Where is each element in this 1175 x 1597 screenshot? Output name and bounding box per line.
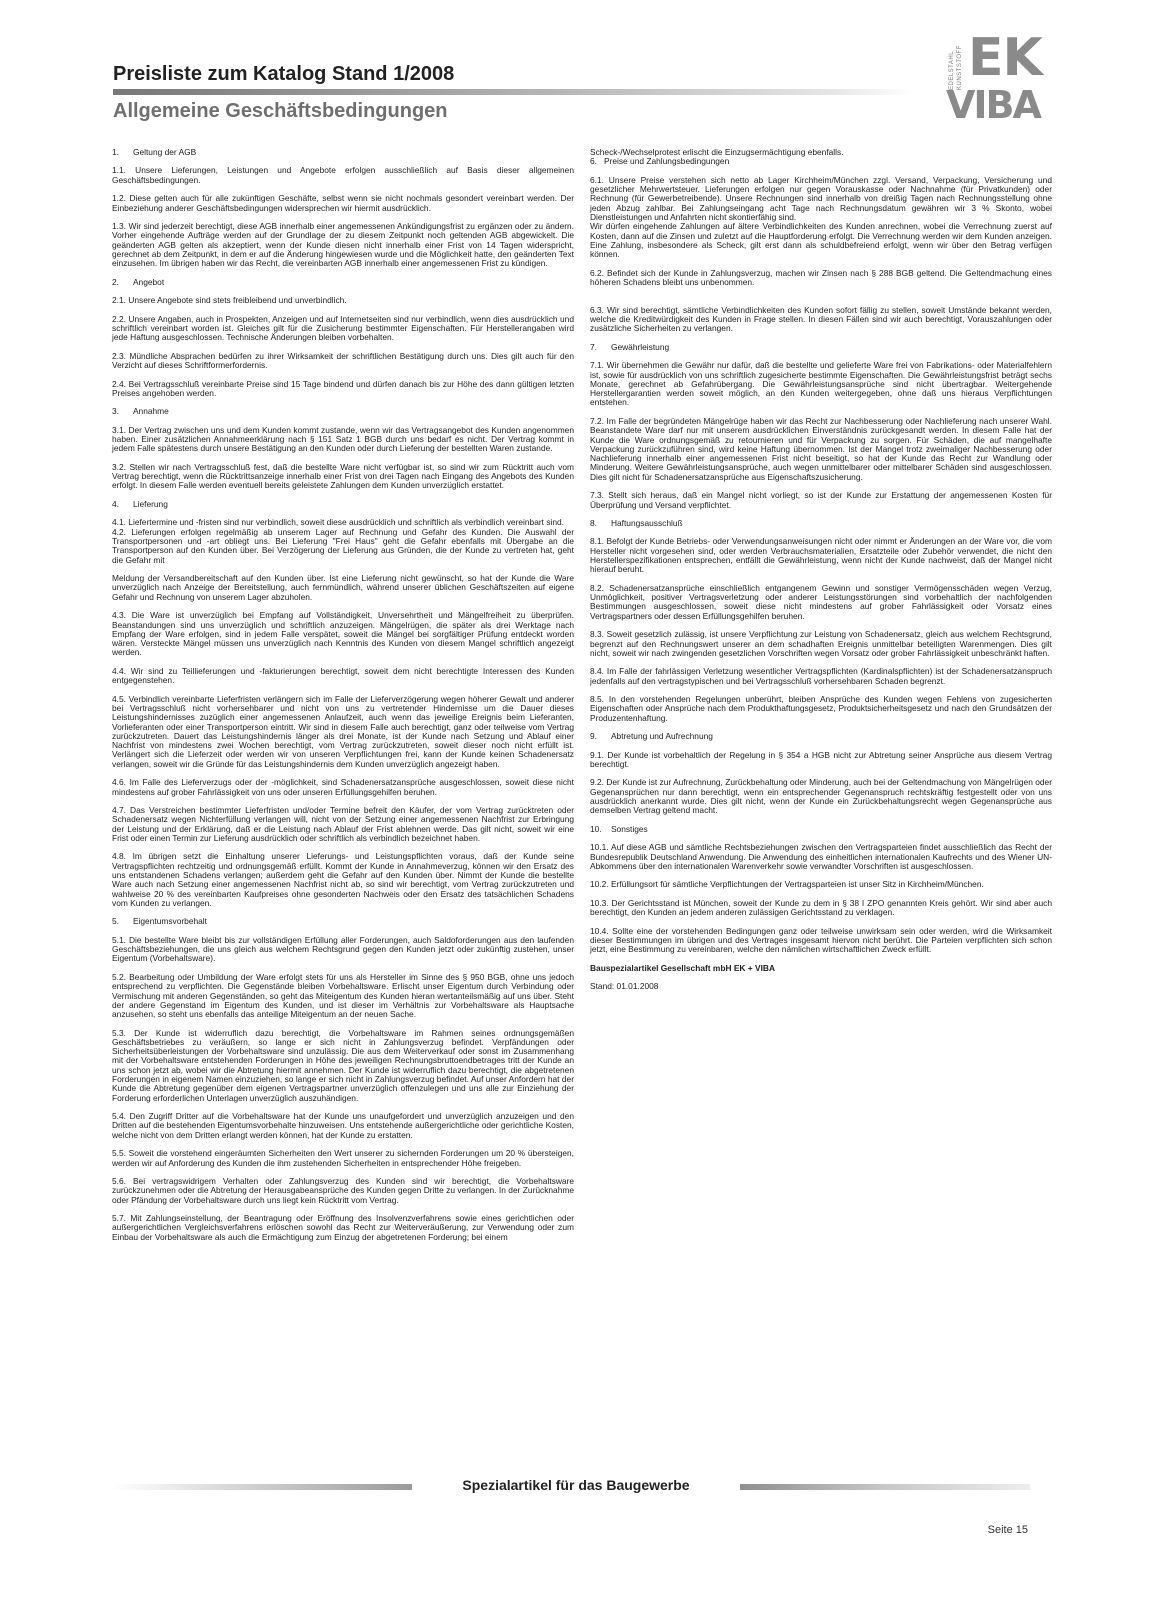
clause-paragraph: 8.5. In den vorstehenden Regelungen unberührt, bleiben Ansprüche des Kunden wegen Fehlens von zugesicherten Eigenschaften oder Ansprüche nach dem Produkthaftungsgesetz, Produktsicherheitsgesetz und nach den Grundsätzen der Produzentenhaftung. — [590, 694, 1052, 723]
clause-paragraph: 10.2. Erfüllungsort für sämtliche Verpflichtungen der Vertragsparteien ist unser Sitz in Kirchheim/München. — [590, 879, 984, 890]
clause-paragraph: 5.2. Bearbeitung oder Umbildung der Ware erfolgt stets für uns als Hersteller im Sinne des § 950 BGB, ohne uns jedoch entsprechend zu verpflichten. Die Gegenstände bleiben Vorbehaltsware. Erlischt unser Eigentum durch Verbindung oder Vermischung mit anderen Gegenständen, so geht das Miteigentum des Kunden hieran wertanteilsmäßig auf uns über. Steht der andere Gegenstand im Eigentum des Kunden, und ist dieser im Verhältnis zur Vorbehaltsware als Hauptsache anzusehen, so steht uns ebenfalls das anteilige Miteigentum an der neuen Sache. — [112, 971, 574, 1020]
clause-paragraph: Scheck-/Wechselprotest erlischt die Einzugsermächtigung ebenfalls. — [590, 147, 844, 157]
clause-paragraph: 6.2. Befindet sich der Kunde in Zahlungsverzug, machen wir Zinsen nach § 288 BGB geltend. Die Geltendmachung eines höheren Schadens bleibt uns unbenommen. — [590, 267, 1052, 287]
clause-paragraph: 10.4. Sollte eine der vorstehenden Bedingungen ganz oder teilweise unwirksam sein oder werden, wird die Wirksamkeit dieser Bestimmungen im übrigen und des Vertrages insgesamt hiervon nicht berührt. Die Parteien verpflichten sich schon jetzt, eine Bestimmung zu vereinbaren, welche den nämlichen wirtschaftlichen Zweck erfüllt. — [590, 925, 1052, 955]
logo-vertical-right: KUNSTSTOFF — [957, 45, 963, 90]
clause-paragraph: 4.5. Verbindlich vereinbarte Lieferfristen verlängern sich im Falle der Lieferverzögerung wegen höherer Gewalt und anderer bei Vertragsschluß nicht vorhersehbarer und nicht von uns zu vertretender Hindernisse um die Dauer dieses Leistungshindernisses zuzüglich einer angemessenen Anlaufzeit, auch wenn das jeweilige Ereignis beim Lieferanten, Vorlieferanten oder einer Transportperson eintritt. Wir sind in diesem Falle auch berechtigt, ganz oder teilweise vom Vertrag zurückzutreten. Dauert das Leistungshindernis länger als drei Monate, ist der Kunde nach Setzung und Ablauf einer Nachfrist von mindestens zwei Wochen berechtigt, vom Vertrag zurückzutreten, soweit dieser noch nicht erfüllt ist. Verlängert sich die Lieferzeit oder werden wir von unseren Verpflichtungen frei, kann der Kunde keinen Schadenersatz verlangen, soweit wir die Gründe für das Leistungshindernis dem Kunden unverzüglich angezeigt haben. — [112, 693, 574, 769]
footer-divider-left — [112, 1484, 412, 1490]
clause-paragraph: 8.4. Im Falle der fahrlässigen Verletzung wesentlicher Vertragspflichten (Kardinalspflichten) ist der Schadenersatzanspruch jedenfalls auf den vertragstypischen und bei Vertragsschluß vorhersehbaren Schaden begrenzt. — [590, 666, 1052, 686]
page-number: Seite 15 — [987, 1524, 1028, 1536]
logo-vertical-left: EDELSTAHL — [949, 50, 955, 90]
clause-paragraph: 5.5. Soweit die vorstehend eingeräumten Sicherheiten den Wert unserer zu sichernden Forderungen um 20 % übersteigen, werden wir auf Anforderung des Kunden die ihm zustehenden Sicherheiten in entsprechender Höhe freigeben. — [112, 1148, 574, 1168]
clause-paragraph: 6.3. Wir sind berechtigt, sämtliche Verbindlichkeiten des Kunden sofort fällig zu stellen, soweit Umstände bekannt werden, welche die Kreditwürdigkeit des Kunden in Frage stellen. In diesen Fällen sind wir auch berechtigt, Vorauszahlungen oder zusätzliche Sicherheiten zu verlangen. — [590, 304, 1052, 334]
clause-paragraph: 4.1. Liefertermine und -fristen sind nur verbindlich, soweit diese ausdrücklich und schriftlich als verbindlich vereinbart sind. — [112, 517, 565, 528]
section-heading: 4. Lieferung — [112, 498, 168, 509]
clause-paragraph: 10.1. Auf diese AGB und sämtliche Rechtsbeziehungen zwischen den Vertragsparteien findet ausschließlich das Recht der Bundesrepublik Deutschland Anwendung. Die Anwendung des einheitlichen internationalen Kaufrechts und des Wiener UN-Abkommens über den internationalen Warenverkehr sowie verwandter Vorschriften ist ausgeschlossen. — [590, 842, 1052, 871]
logo-letters-viba: VIBA — [946, 83, 1040, 127]
page-title: Preisliste zum Katalog Stand 1/2008 — [113, 63, 455, 85]
page-subtitle: Allgemeine Geschäftsbedingungen — [113, 100, 448, 122]
clause-paragraph: 5.7. Mit Zahlungseinstellung, der Beantragung oder Eröffnung des Insolvenzverfahrens sowie eines gerichtlichen oder außergerichtlichen Vergleichsverfahrens erlöschen sowohl das Recht zur Weiterveräußerung, zur Verwendung oder zum Einbau der Vorbehaltsware als auch die Ermächtigung zum Einzug der abgetretenen Forderung; bei einem — [112, 1213, 574, 1242]
clause-paragraph: 4.6. Im Falle des Lieferverzugs oder der -möglichkeit, sind Schadenersatzansprüche ausgeschlossen, soweit diese nicht mindestens auf grober Fahrlässigkeit von uns oder unseren Erfüllungsgehilfen beruhen. — [112, 777, 574, 797]
clause-paragraph: 4.7. Das Verstreichen bestimmter Lieferfristen und/oder Termine befreit den Käufer, der vom Vertrag zurücktreten oder Schadenersatz wegen Nichterfüllung verlangen will, nicht von der Setzung einer angemessenen Nachfrist zur Erbringung der Leistung und der Erklärung, daß er die Leistung nach Ablauf der Frist ablehnen werde. Das gilt nicht, soweit wir eine Frist oder einen Termin zur Lieferung ausdrücklich oder schriftlich als verbindlich bezeichnet haben. — [112, 805, 574, 843]
clause-paragraph: 1.1. Unsere Lieferungen, Leistungen und Angebote erfolgen ausschließlich auf Basis dieser allgemeinen Geschäftsbedingungen. — [112, 165, 574, 185]
clause-paragraph: 5.3. Der Kunde ist widerruflich dazu berechtigt, die Vorbehaltsware im Rahmen seines ordnungsgemäßen Geschäftsbetriebes zu veräußern, so lange er sich nicht in Zahlungsverzug befindet. Verpfändungen oder Sicherheitsüberleistungen der Vorbehaltsware sind unzulässig. Die aus dem Weiterverkauf oder sonst im Zusammenhang mit der Vorbehaltsware entstehenden Forderungen in Höhe des jeweiligen Rechnungsbruttoendbetrages tritt der Kunde an uns schon jetzt ab, wobei wir die Abtretung hiermit annehmen. Der Kunde ist widerruflich dazu berechtigt, die abgetretenen Forderungen in eigenem Namen einzuziehen, so lange er sich nicht in Zahlungsverzug befindet. Auf unser Anfordern hat der Kunde die Abtretung gegenüber dem eigenen Vertragspartner unverzüglich offenzulegen und uns alle zur Einziehung der Forderung erforderlichen Unterlagen unverzüglich auszuhändigen. — [112, 1027, 574, 1103]
clause-paragraph: 10.3. Der Gerichtsstand ist München, soweit der Kunde zu dem in § 38 I ZPO genannten Kreis gehört. Wir sind aber auch berechtigt, den Kunden an jedem anderen zulässigen Gerichtsstand zu verklagen. — [590, 897, 1052, 918]
section-heading: 3. Annahme — [112, 406, 169, 417]
clause-paragraph: 1.3. Wir sind jederzeit berechtigt, diese AGB innerhalb einer angemessenen Ankündigungsfrist zu ergänzen oder zu ändern. Vorher eingehende Aufträge werden auf der Grundlage der zu diesem Zeitpunkt noch geltenden AGB abgewickelt. Die geänderten AGB gelten als akzeptiert, wenn der Kunde diesen nicht innerhalb einer Frist von 14 Tagen widerspricht, gerechnet ab dem Zeitpunkt, in dem er auf die Änderung hingewiesen wurde und die Möglichkeit hatte, den geänderten Text einzusehen. Im übrigen haben wir das Recht, die vereinbarten AGB innerhalb einer angemessenen Frist zu kündigen. — [112, 221, 574, 269]
clause-paragraph: 1.2. Diese gelten auch für alle zukünftigen Geschäfte, selbst wenn sie nicht nochmals gesondert vereinbart werden. Der Einbeziehung anderer Geschäftsbedingungen widersprechen wir hiermit ausdrücklich. — [112, 193, 574, 213]
clause-paragraph: 4.2. Lieferungen erfolgen regelmäßig ab unserem Lager auf Rechnung und Gefahr des Kunden. Die Auswahl der Transportpersonen und -art obliegt uns. Bei Lieferung "Frei Haus" geht die Gefahr ebenfalls mit Übergabe an die Transportperson auf den Kunden über. Bei Verzögerung der Lieferung aus Gründen, die der Kunde zu vertreten hat, geht die Gefahr mit — [112, 526, 574, 565]
section-heading: 7. Gewährleistung — [590, 341, 670, 352]
clause-paragraph: 2.2. Unsere Angaben, auch in Prospekten, Anzeigen und auf Internetseiten sind nur verbindlich, wenn dies ausdrücklich und schriftlich vereinbart worden ist. Gleiches gilt für die Zusicherung bestimmter Eigenschaften. Für Herstellerangaben wird jede Haftung ausgeschlossen. Technische Änderungen bleiben vorbehalten. — [112, 313, 574, 343]
section-heading: 2. Angebot — [112, 276, 165, 287]
clause-paragraph: 3.2. Stellen wir nach Vertragsschluß fest, daß die bestellte Ware nicht verfügbar ist, so sind wir zum Rücktritt auch vom Vertrag berechtigt, wenn die Rücktrittsanzeige innerhalb einer Frist von drei Tagen nach Eingang des Angebots des Kunden erfolgt. In diesem Falle werden eventuell bereits geleistete Zahlungen dem Kunden unverzüglich erstattet. — [112, 461, 574, 491]
clause-paragraph: 9.2. Der Kunde ist zur Aufrechnung, Zurückbehaltung oder Minderung, auch bei der Geltendmachung von Mängelrügen oder Gegenansprüchen nur dann berechtigt, wenn ein entsprechender Gegenanspruch rechtskräftig festgestellt oder von uns ausdrücklich anerkannt wurde. Dies gilt nicht, wenn der Kunde ein Zurückbehaltungsrecht wegen Gegenansprüche aus demselben Vertrag geltend macht. — [590, 777, 1052, 816]
company-logo — [946, 28, 1046, 134]
clause-paragraph: 7.3. Stellt sich heraus, daß ein Mangel nicht vorliegt, so ist der Kunde zur Erstattung der angemessenen Kosten für Überprüfung und Versand verpflichtet. — [590, 490, 1052, 510]
footer-divider-right — [740, 1484, 1030, 1490]
clause-paragraph: 5.4. Den Zugriff Dritter auf die Vorbehaltsware hat der Kunde uns unaufgefordert und unverzüglich anzuzeigen und den Dritten auf die bestehenden Eigentumsvorbehalte hinzuweisen. Uns entstehende außergerichtliche oder gerichtliche Kosten, welche nicht von dem Dritten erlangt werden können, hat der Kunde zu erstatten. — [112, 1111, 574, 1140]
clause-paragraph: 2.3. Mündliche Absprachen bedürfen zu ihrer Wirksamkeit der schriftlichen Bestätigung durch uns. Dies gilt auch für den Verzicht auf dieses Schriftformerfordernis. — [112, 350, 574, 371]
clause-paragraph: 8.2. Schadenersatzansprüche einschließlich entgangenem Gewinn und sonstiger Vermögensschäden wegen Verzug, Unmöglichkeit, positiver Vertragsverletzung oder anderer Leistungsstörungen sind vorbehaltlich der nachfolgenden Bestimmungen ausgeschlossen, soweit diese nicht mindestens auf grober Fahrlässigkeit oder Vorsatz eines Vertragspartners oder dessen Erfüllungsgehilfen beruhen. — [590, 582, 1052, 621]
clause-paragraph: Meldung der Versandbereitschaft auf den Kunden über. Ist eine Lieferung nicht gewünscht, so hat der Kunde die Ware unverzüglich nach Anzeige der Bereitstellung, auch fernmündlich, während unserer üblichen Geschäftszeiten auf eigene Gefahr und Rechnung von unserem Lager abzuholen. — [112, 573, 574, 602]
signature-date: Stand: 01.01.2008 — [590, 981, 659, 992]
clause-paragraph: 4.8. Im übrigen setzt die Einhaltung unserer Lieferungs- und Leistungspflichten voraus, daß der Kunde seine Vertragspflichten rechtzeitig und ordnungsgemäß erfüllt. Kommt der Kunde in Annahmeverzug, können wir den Ersatz des uns entstandenen Schadens verlangen; außerdem geht die Gefahr auf den Kunden über. Nimmt der Kunde die bestellte Ware auch nach Setzung einer angemessenen Nachfrist nicht ab, so sind wir berechtigt, vom Vertrag zurückzutreten und wahlweise 20 % des vereinbarten Kaufpreises ohne gesonderten Nachweis oder den Ersatz des tatsächlichen Schadens vom Kunden zu verlangen. — [112, 851, 574, 908]
header-divider — [113, 89, 913, 95]
terms-column-left — [112, 148, 574, 1242]
clause-paragraph: 4.3. Die Ware ist unverzüglich bei Empfang auf Vollständigkeit, Unversehrtheit und Mängelfreiheit zu überprüfen. Beanstandungen sind uns unverzüglich und schriftlich anzuzeigen. Mängelrügen, die später als drei Werktage nach Empfang der Ware erfolgen, sind in jedem Falle verspätet, soweit die Mängel bei sorgfältiger Prüfung entdeckt worden wären. Versteckte Mängel müssen uns unverzüglich nach Kenntnis des Kunden von diesem Mangel schriftlich angezeigt werden. — [112, 610, 574, 658]
clause-paragraph: 6.1. Unsere Preise verstehen sich netto ab Lager Kirchheim/München zzgl. Versand, Verpackung, Versicherung und gesetzlicher Mehrwertsteuer. Lieferungen erfolgen nur gegen Vorauskasse oder Nachnahme (für Privatkunden) oder Rechnung (für Gewerbetreibende). Unsere Rechnungen sind innerhalb von dreißig Tagen nach Rechnungsstellung ohne jeden Abzug zahlbar. Bei Zahlungseingang acht Tage nach Rechnungsdatum gewähren wir 3 % Skonto, wobei Dienstleistungen und Anfahrten nicht skontierfähig sind. — [590, 174, 1052, 222]
section-heading: 10. Sonstiges — [590, 823, 648, 834]
section-heading: 9. Abtretung und Aufrechnung — [590, 731, 713, 742]
clause-paragraph: 2.1. Unsere Angebote sind stets freibleibend und unverbindlich. — [112, 295, 347, 306]
signature-company: Bauspezialartikel Gesellschaft mbH EK + VIBA — [590, 962, 776, 973]
clause-paragraph: 9.1. Der Kunde ist vorbehaltlich der Regelung in § 354 a HGB nicht zur Abtretung seiner Ansprüche aus diesem Vertrag berechtigt. — [590, 749, 1052, 769]
clause-paragraph: 7.1. Wir übernehmen die Gewähr nur dafür, daß die bestellte und gelieferte Ware frei von Fabrikations- oder Materialfehlern ist, sowie für ausdrücklich von uns schriftlich zugesicherte bestimmte Eigenschaften. Die Gewährleistungsfrist beträgt sechs Monate, gerechnet ab Gefahrübergang. Die Gewährleistungsansprüche sind nicht übertragbar. Weitergehende Herstellergarantien werden soweit möglich, an den Kunden weitergegeben, ohne daß uns hieraus Verpflichtungen entstehen. — [590, 360, 1052, 408]
section-heading: 8. Haftungsausschluß — [590, 518, 683, 528]
footer-tagline: Spezialartikel für das Baugewerbe — [462, 1477, 690, 1493]
clause-paragraph: 7.2. Im Falle der begründeten Mängelrüge haben wir das Recht zur Nachbesserung oder Nachlieferung nach unserer Wahl. Beanstandete Ware darf nur mit unserem ausdrücklichen Einverständnis zurückgesandt werden. In diesem Falle hat der Kunde die Ware ordnungsgemäß zu retournieren und für Verpackung zu sorgen. Für Schäden, die auf mangelhafte Verpackung zurückzuführen sind, wird keine Haftung übernommen. Ist der Mangel trotz zweimaliger Nachbesserung oder Nachlieferung innerhalb einer angemessenen Frist nicht beseitigt, so hat der Kunde das Recht zur Wandlung oder Minderung. Weitere Gewährleistungsansprüche, auch wegen unmittelbarer oder mittelbarer Schäden sind ausgeschlossen. Dies gilt nicht für Schadenersatzansprüche aus Eigenschaftszusicherung. — [590, 415, 1052, 482]
section-heading: 5. Eigentumsvorbehalt — [112, 916, 207, 927]
logo-letters-ek: EK — [968, 28, 1042, 88]
clause-paragraph: 5.1. Die bestellte Ware bleibt bis zur vollständigen Erfüllung aller Forderungen, auch Saldoforderungen aus den laufenden Geschäftsbeziehungen, die uns gleich aus welchem Rechtsgrund gegen den Kunden jetzt oder zukünftig zustehen, unser Eigentum (Vorbehaltsware). — [112, 934, 574, 964]
clause-paragraph: 2.4. Bei Vertragsschluß vereinbarte Preise sind 15 Tage bindend und dürfen danach bis zur Höhe des dann gültigen letzten Preises angehoben werden. — [112, 378, 574, 398]
clause-paragraph: 8.3. Soweit gesetzlich zulässig, ist unsere Verpflichtung zur Leistung von Schadenersatz, gleich aus welchem Rechtsgrund, begrenzt auf den Rechnungswert unserer an dem schadhaften Ereignis unmittelbar beteiligten Warenmengen. Dies gilt nicht, soweit wir nach zwingenden gesetzlichen Vorschriften wegen Vorsatz oder grober Fahrlässigkeit unbeschränkt haften. — [590, 629, 1052, 658]
clause-paragraph: 8.1. Befolgt der Kunde Betriebs- oder Verwendungsanweisungen nicht oder nimmt er Änderungen an der Ware vor, die vom Hersteller nicht vorgesehen sind, oder werden Verbrauchsmaterialien, Ersatzteile oder Zubehör verwendet, die nicht den Herstellerspezifikationen entsprechen, entfällt die Gewährleistung, wenn nicht der Kunde nachweist, daß der Mangel nicht hierauf beruht. — [590, 536, 1052, 575]
section-heading: 6. Preise und Zahlungsbedingungen — [590, 156, 730, 167]
section-heading: 1. Geltung der AGB — [112, 147, 197, 157]
clause-paragraph: 4.4. Wir sind zu Teillieferungen und -fakturierungen berechtigt, soweit dem nicht berechtigte Interessen des Kunden entgegenstehen. — [112, 665, 574, 686]
terms-column-right — [590, 148, 1052, 1001]
clause-paragraph: 5.6. Bei vertragswidrigem Verhalten oder Zahlungsverzug des Kunden sind wir berechtigt, die Vorbehaltsware zurückzunehmen oder die Abtretung der Herausgabeansprüche des Kunden gegen Dritte zu verlangen. In der Zurücknahme oder Pfändung der Vorbehaltsware durch uns liegt kein Rücktritt vom Vertrag. — [112, 1176, 574, 1205]
clause-paragraph: 3.1. Der Vertrag zwischen uns und dem Kunden kommt zustande, wenn wir das Vertragsangebot des Kunden angenommen haben. Einer zusätzlichen Annahmeerklärung nach § 151 Satz 1 BGB durch uns bedarf es nicht. Der Vertrag kommt in jedem Falle spätestens durch unsere Bestätigung an den Kunden oder durch Lieferung der bestellten Waren zustande. — [112, 424, 574, 454]
clause-paragraph: Wir dürfen eingehende Zahlungen auf ältere Verbindlichkeiten des Kunden anrechnen, wobei die Verrechnung zuerst auf Kosten, dann auf die Zinsen und zuletzt auf die Hauptforderung erfolgt. Die Verrechnung werden wir dem Kunden anzeigen. Eine Zahlung, insbesondere als Scheck, gilt erst dann als schuldbefreiend erfolgt, wenn wir über den Betrag verfügen können. — [590, 221, 1052, 260]
